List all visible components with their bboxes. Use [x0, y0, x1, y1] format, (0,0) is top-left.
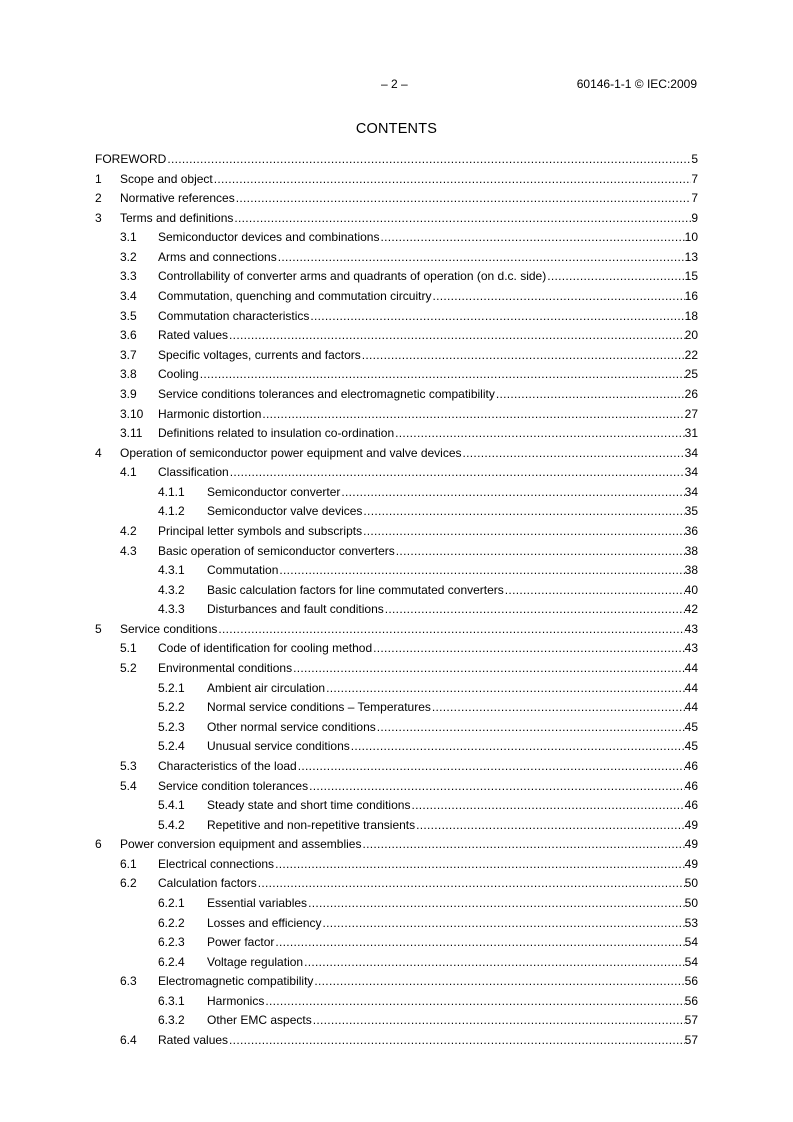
toc-entry-number: 4.1	[120, 465, 137, 480]
toc-entry-title: Environmental conditions	[158, 661, 293, 676]
toc-entry-page: 13	[684, 249, 698, 264]
toc-entry-title: Other normal service conditions	[207, 719, 376, 734]
toc-entry-page: 44	[684, 680, 698, 695]
toc-entry-number: 4.3.2	[158, 582, 185, 597]
toc-entry-number: 3.11	[120, 426, 143, 441]
toc-entry[interactable]	[95, 170, 698, 190]
toc-leader-dots	[275, 933, 684, 953]
toc-entry-page: 18	[684, 308, 698, 323]
toc-leader-dots	[230, 463, 685, 483]
toc-leader-dots	[275, 855, 685, 875]
toc-leader-dots	[496, 385, 685, 405]
toc-leader-dots	[323, 914, 685, 934]
toc-entry[interactable]	[95, 307, 698, 327]
toc-leader-dots	[395, 424, 685, 444]
toc-leader-dots	[314, 972, 684, 992]
toc-entry-title: Electrical connections	[158, 856, 275, 871]
toc-entry-title: Unusual service conditions	[207, 739, 350, 754]
toc-entry-number: 3.1	[120, 230, 137, 245]
toc-leader-dots	[362, 346, 685, 366]
toc-entry-page: 34	[684, 465, 698, 480]
toc-leader-dots	[200, 365, 685, 385]
toc-entry-page: 34	[684, 445, 698, 460]
toc-leader-dots	[363, 502, 684, 522]
toc-entry-title: Losses and efficiency	[207, 915, 322, 930]
toc-entry-page: 54	[684, 954, 698, 969]
toc-leader-dots	[432, 698, 685, 718]
toc-entry-title: Basic calculation factors for line commutated converters	[207, 582, 504, 597]
toc-leader-dots	[234, 209, 691, 229]
toc-leader-dots	[308, 894, 685, 914]
toc-entry-page: 45	[684, 719, 698, 734]
toc-entry-title: Repetitive and non-repetitive transients	[207, 817, 416, 832]
toc-entry-page: 7	[691, 191, 698, 206]
toc-entry-page: 49	[684, 817, 698, 832]
toc-leader-dots	[229, 1031, 685, 1051]
toc-entry-title: Principal letter symbols and subscripts	[158, 523, 363, 538]
toc-entry[interactable]	[95, 1011, 698, 1031]
page-title: CONTENTS	[355, 121, 438, 137]
toc-entry-title: Operation of semiconductor power equipment and valve devices	[120, 445, 462, 460]
toc-entry-title: Semiconductor valve devices	[207, 504, 363, 519]
toc-entry-number: 2	[95, 191, 102, 206]
toc-entry[interactable]	[95, 639, 698, 659]
toc-leader-dots	[298, 757, 685, 777]
toc-entry-page: 56	[684, 993, 698, 1008]
toc-entry-page: 31	[684, 426, 698, 441]
toc-entry-number: 3.10	[120, 406, 144, 421]
toc-entry[interactable]	[95, 542, 698, 562]
toc-entry-number: 6.3.2	[158, 1013, 185, 1028]
toc-leader-dots	[310, 307, 684, 327]
toc-entry-title: Definitions related to insulation co-ordination	[158, 426, 395, 441]
toc-entry-title: Basic operation of semiconductor converters	[158, 543, 395, 558]
toc-entry-number: 4.1.1	[158, 484, 185, 499]
toc-entry-title: Ambient air circulation	[207, 680, 326, 695]
toc-leader-dots	[313, 1011, 685, 1031]
toc-entry-title: Rated values	[158, 1033, 229, 1048]
toc-entry-title: Controllability of converter arms and quadrants of operation (on d.c. side)	[158, 269, 547, 284]
toc-leader-dots	[214, 170, 692, 190]
toc-entry-page: 46	[684, 778, 698, 793]
toc-entry-number: 6.2	[120, 876, 137, 891]
toc-leader-dots	[351, 737, 685, 757]
toc-entry-title: Classification	[158, 465, 229, 480]
toc-entry-page: 35	[684, 504, 698, 519]
document-reference: 60146-1-1 © IEC:2009	[576, 77, 697, 91]
toc-entry-number: 3.7	[120, 347, 137, 362]
toc-entry-page: 46	[684, 758, 698, 773]
toc-entry-title: Arms and connections	[158, 249, 277, 264]
toc-leader-dots	[309, 777, 685, 797]
toc-entry[interactable]	[95, 659, 698, 679]
toc-entry-number: 6.1	[120, 856, 137, 871]
toc-entry-title: Power factor	[207, 935, 275, 950]
toc-entry[interactable]	[95, 228, 698, 248]
toc-entry[interactable]	[95, 737, 698, 757]
toc-entry[interactable]	[95, 483, 698, 503]
toc-entry-number: 5.2.1	[158, 680, 185, 695]
toc-entry-number: 3.2	[120, 249, 137, 264]
toc-entry-number: 6.2.1	[158, 895, 185, 910]
toc-entry[interactable]	[95, 287, 698, 307]
toc-entry-number: 5	[95, 621, 102, 636]
toc-entry-number: 5.2.2	[158, 700, 185, 715]
toc-entry-title: Scope and object	[120, 171, 213, 186]
toc-entry-number: 6.4	[120, 1033, 137, 1048]
toc-entry-number: 5.2	[120, 661, 137, 676]
toc-entry-number: 4.3.3	[158, 602, 185, 617]
toc-entry-page: 38	[684, 563, 698, 578]
toc-leader-dots	[380, 228, 684, 248]
toc-entry-number: 4.1.2	[158, 504, 185, 519]
toc-entry-title: Commutation, quenching and commutation circuitry	[158, 289, 432, 304]
toc-entry[interactable]	[95, 424, 698, 444]
toc-entry[interactable]	[95, 150, 698, 170]
toc-entry-number: 5.2.3	[158, 719, 185, 734]
toc-entry-number: 3.4	[120, 289, 137, 304]
toc-entry-page: 25	[684, 367, 698, 382]
toc-entry-number: 4.3	[120, 543, 137, 558]
toc-entry[interactable]	[95, 698, 698, 718]
toc-entry-title: Service conditions tolerances and electromagnetic compatibility	[158, 386, 495, 401]
toc-entry-title: Voltage regulation	[207, 954, 304, 969]
toc-entry-number: 4.2	[120, 523, 137, 538]
toc-entry[interactable]	[95, 874, 698, 894]
toc-entry[interactable]	[95, 502, 698, 522]
toc-entry-number: 5.4.1	[158, 798, 185, 813]
toc-entry-page: 9	[691, 210, 698, 225]
toc-entry-number: 3.9	[120, 386, 137, 401]
toc-leader-dots	[304, 953, 685, 973]
toc-entry-title: Disturbances and fault conditions	[207, 602, 384, 617]
toc-leader-dots	[505, 581, 685, 601]
toc-entry-number: 5.4	[120, 778, 137, 793]
toc-entry-page: 38	[684, 543, 698, 558]
toc-entry-number: 6.3	[120, 974, 137, 989]
toc-entry-page: 54	[684, 935, 698, 950]
toc-entry-page: 50	[684, 895, 698, 910]
toc-entry-page: 50	[684, 876, 698, 891]
toc-entry-number: 6	[95, 837, 102, 852]
toc-leader-dots	[262, 405, 684, 425]
toc-entry-page: 22	[684, 347, 698, 362]
toc-leader-dots	[362, 835, 684, 855]
toc-entry-title: FOREWORD	[95, 152, 167, 166]
toc-entry-page: 40	[684, 582, 698, 597]
toc-leader-dots	[278, 248, 685, 268]
toc-entry[interactable]	[95, 835, 698, 855]
toc-leader-dots	[326, 679, 685, 699]
toc-entry-page: 44	[684, 700, 698, 715]
toc-entry-number: 1	[95, 171, 102, 186]
toc-leader-dots	[377, 718, 685, 738]
toc-entry[interactable]	[95, 718, 698, 738]
toc-entry[interactable]	[95, 581, 698, 601]
toc-entry-title: Service conditions	[120, 621, 218, 636]
toc-entry-title: Rated values	[158, 328, 229, 343]
toc-entry-number: 6.2.3	[158, 935, 185, 950]
toc-entry-number: 4.3.1	[158, 563, 185, 578]
toc-entry-page: 43	[684, 641, 698, 656]
toc-entry[interactable]	[95, 757, 698, 777]
toc-entry[interactable]	[95, 855, 698, 875]
toc-entry-title: Steady state and short time conditions	[207, 798, 411, 813]
toc-entry[interactable]	[95, 209, 698, 229]
toc-entry[interactable]	[95, 365, 698, 385]
toc-entry-title: Terms and definitions	[120, 210, 234, 225]
toc-entry-number: 6.2.2	[158, 915, 185, 930]
toc-entry[interactable]	[95, 816, 698, 836]
toc-entry[interactable]	[95, 600, 698, 620]
toc-entry-page: 45	[684, 739, 698, 754]
toc-entry[interactable]	[95, 679, 698, 699]
toc-entry-title: Other EMC aspects	[207, 1013, 312, 1028]
toc-entry-title: Commutation characteristics	[158, 308, 310, 323]
toc-entry-page: 10	[684, 230, 698, 245]
toc-entry-number: 5.3	[120, 758, 137, 773]
toc-entry-number: 5.1	[120, 641, 137, 656]
toc-entry[interactable]	[95, 953, 698, 973]
toc-entry-number: 3.8	[120, 367, 137, 382]
toc-leader-dots	[396, 542, 685, 562]
toc-entry-number: 5.4.2	[158, 817, 185, 832]
toc-entry-title: Semiconductor devices and combinations	[158, 230, 380, 245]
toc-entry-page: 43	[684, 621, 698, 636]
toc-leader-dots	[547, 267, 684, 287]
toc-entry-page: 49	[684, 837, 698, 852]
toc-entry-page: 27	[684, 406, 698, 421]
toc-entry-title: Specific voltages, currents and factors	[158, 347, 361, 362]
toc-entry-page: 20	[684, 328, 698, 343]
toc-entry-page: 44	[684, 661, 698, 676]
toc-entry-number: 3	[95, 210, 102, 225]
table-of-contents	[95, 150, 698, 1051]
toc-leader-dots	[218, 620, 684, 640]
toc-entry-title: Service condition tolerances	[158, 778, 309, 793]
toc-entry[interactable]	[95, 561, 698, 581]
toc-entry[interactable]	[95, 248, 698, 268]
toc-entry-page: 46	[684, 798, 698, 813]
toc-entry[interactable]	[95, 620, 698, 640]
toc-entry-title: Commutation	[207, 563, 279, 578]
toc-leader-dots	[363, 522, 685, 542]
toc-entry-number: 6.3.1	[158, 993, 185, 1008]
toc-entry-page: 26	[684, 386, 698, 401]
toc-leader-dots	[279, 561, 684, 581]
toc-leader-dots	[258, 874, 685, 894]
toc-leader-dots	[265, 992, 684, 1012]
toc-entry-page: 56	[684, 974, 698, 989]
toc-entry-page: 49	[684, 856, 698, 871]
toc-entry-number: 6.2.4	[158, 954, 185, 969]
toc-entry-page: 53	[684, 915, 698, 930]
toc-entry[interactable]	[95, 992, 698, 1012]
toc-entry-title: Essential variables	[207, 895, 308, 910]
page-header	[0, 77, 793, 93]
toc-entry[interactable]	[95, 463, 698, 483]
toc-entry-title: Normal service conditions – Temperatures	[207, 700, 431, 715]
toc-entry-number: 3.3	[120, 269, 137, 284]
toc-entry[interactable]	[95, 933, 698, 953]
toc-entry-page: 5	[691, 152, 698, 166]
toc-entry-number: 5.2.4	[158, 739, 185, 754]
toc-leader-dots	[463, 444, 685, 464]
toc-leader-dots	[385, 600, 685, 620]
toc-entry[interactable]	[95, 267, 698, 287]
toc-entry-page: 36	[684, 523, 698, 538]
toc-entry-page: 57	[684, 1033, 698, 1048]
toc-entry-number: 3.5	[120, 308, 137, 323]
toc-entry-title: Characteristics of the load	[158, 758, 297, 773]
toc-entry-page: 7	[691, 171, 698, 186]
toc-leader-dots	[236, 189, 692, 209]
toc-entry[interactable]	[95, 385, 698, 405]
toc-entry-page: 15	[684, 269, 698, 284]
toc-entry-title: Electromagnetic compatibility	[158, 974, 314, 989]
toc-entry[interactable]	[95, 346, 698, 366]
toc-leader-dots	[229, 326, 685, 346]
toc-leader-dots	[411, 796, 684, 816]
toc-entry-page: 42	[684, 602, 698, 617]
toc-entry[interactable]	[95, 444, 698, 464]
toc-entry-number: 3.6	[120, 328, 137, 343]
toc-entry[interactable]	[95, 405, 698, 425]
toc-entry[interactable]	[95, 1031, 698, 1051]
toc-leader-dots	[293, 659, 685, 679]
toc-entry-number: 4	[95, 445, 102, 460]
toc-entry-title: Code of identification for cooling method	[158, 641, 373, 656]
toc-entry-title: Normative references	[120, 191, 235, 206]
toc-entry[interactable]	[95, 777, 698, 797]
toc-leader-dots	[373, 639, 685, 659]
toc-leader-dots	[167, 150, 691, 170]
toc-entry[interactable]	[95, 522, 698, 542]
toc-entry-title: Calculation factors	[158, 876, 257, 891]
toc-entry[interactable]	[95, 796, 698, 816]
toc-entry-page: 57	[684, 1013, 698, 1028]
toc-entry[interactable]	[95, 894, 698, 914]
toc-entry-title: Cooling	[158, 367, 199, 382]
toc-leader-dots	[341, 483, 684, 503]
toc-entry-title: Harmonic distortion	[158, 406, 262, 421]
toc-entry[interactable]	[95, 972, 698, 992]
toc-entry[interactable]	[95, 189, 698, 209]
toc-leader-dots	[432, 287, 684, 307]
toc-entry[interactable]	[95, 326, 698, 346]
page-number: – 2 –	[381, 77, 408, 91]
toc-entry-page: 34	[684, 484, 698, 499]
toc-leader-dots	[416, 816, 685, 836]
toc-entry-title: Semiconductor converter	[207, 484, 341, 499]
toc-entry[interactable]	[95, 914, 698, 934]
toc-entry-page: 16	[684, 289, 698, 304]
toc-entry-title: Power conversion equipment and assemblies	[120, 837, 362, 852]
toc-entry-title: Harmonics	[207, 993, 265, 1008]
